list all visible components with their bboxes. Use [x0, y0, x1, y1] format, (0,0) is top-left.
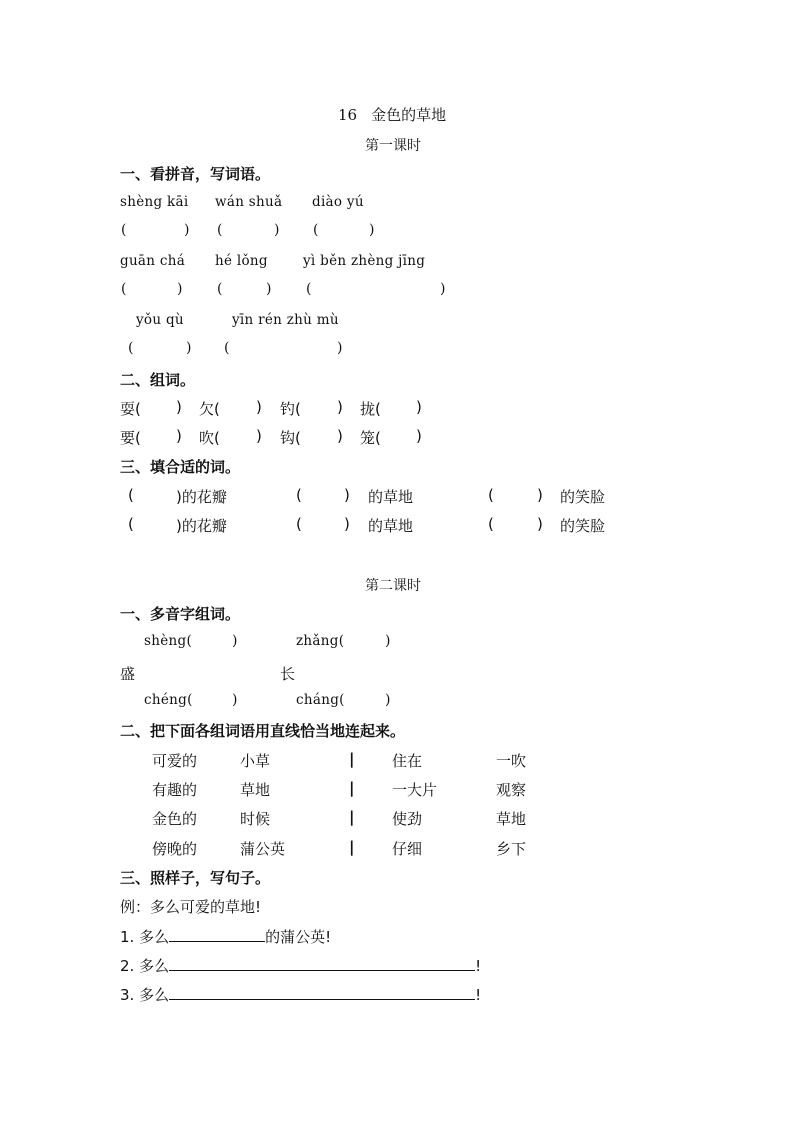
section-heading-pinyin: 一、看拼音，写词语。	[120, 165, 271, 183]
lesson-2-heading: 第二课时	[365, 578, 421, 594]
zuci-blank[interactable]: )	[416, 398, 422, 416]
match-separator: |	[349, 808, 355, 826]
question-suffix: 的蒲公英!	[265, 928, 332, 946]
section-heading-sentence: 三、照样子，写句子。	[120, 869, 271, 887]
fill-item: 的笑脸	[560, 488, 606, 506]
section-heading-duoyinzi: 一、多音字组词。	[120, 605, 241, 623]
sentence-question-3	[120, 984, 481, 1005]
answer-line[interactable]	[169, 956, 475, 971]
fill-blank[interactable]: (	[128, 486, 134, 504]
question-suffix: !	[475, 986, 482, 1004]
fill-blank[interactable]: (	[296, 515, 302, 533]
match-word[interactable]: 草地	[496, 810, 527, 828]
answer-blank[interactable]: )	[232, 633, 238, 649]
answer-blank[interactable]: (	[217, 222, 223, 238]
lesson-title: 金色的草地	[371, 106, 447, 124]
match-word[interactable]: 乡下	[496, 840, 527, 858]
answer-line[interactable]	[169, 927, 265, 942]
fill-blank[interactable]: (	[488, 515, 494, 533]
pinyin-item: diào yú	[312, 194, 364, 210]
pinyin-item: zhǎng(	[296, 633, 345, 649]
polyphone-char: 长	[280, 665, 296, 683]
fill-item: 的笑脸	[560, 517, 606, 535]
answer-blank[interactable]: (	[313, 222, 319, 238]
zuci-item[interactable]: 笼(	[360, 429, 381, 447]
zuci-blank[interactable]: )	[176, 398, 182, 416]
match-word[interactable]: 金色的	[152, 810, 198, 828]
match-word[interactable]: 一吹	[496, 752, 527, 770]
question-suffix: !	[475, 957, 482, 975]
answer-blank[interactable]: (	[224, 340, 230, 356]
pinyin-item: yǒu qù	[136, 312, 184, 328]
fill-item[interactable]: )的花瓣	[176, 517, 227, 535]
answer-blank[interactable]: )	[337, 340, 343, 356]
zuci-item[interactable]: 吹(	[199, 429, 220, 447]
fill-blank[interactable]: (	[296, 486, 302, 504]
pinyin-item: yīn rén zhù mù	[232, 312, 339, 328]
zuci-blank[interactable]: )	[337, 398, 343, 416]
match-word[interactable]: 可爱的	[152, 752, 198, 770]
match-word[interactable]: 傍晚的	[152, 840, 198, 858]
answer-blank[interactable]: )	[385, 633, 391, 649]
pinyin-item: chéng(	[144, 692, 193, 708]
match-separator: |	[349, 750, 355, 768]
fill-blank[interactable]: )	[344, 486, 350, 504]
answer-blank[interactable]: )	[385, 692, 391, 708]
sentence-question-2	[120, 955, 481, 976]
zuci-item[interactable]: 钩(	[280, 429, 301, 447]
answer-blank[interactable]: (	[121, 281, 127, 297]
answer-line[interactable]	[169, 985, 475, 1000]
fill-blank[interactable]: (	[128, 515, 134, 533]
match-word[interactable]: 时候	[240, 810, 271, 828]
polyphone-char: 盛	[120, 665, 136, 683]
answer-blank[interactable]: )	[186, 340, 192, 356]
lesson-number: 16	[338, 106, 358, 124]
answer-blank[interactable]: )	[369, 222, 375, 238]
zuci-blank[interactable]: )	[256, 427, 262, 445]
answer-blank[interactable]: )	[177, 281, 183, 297]
pinyin-item: hé lǒng	[215, 253, 268, 269]
example-sentence: 例：多么可爱的草地!	[120, 898, 262, 916]
fill-item: 的草地	[368, 517, 414, 535]
pinyin-item: shèng kāi	[120, 194, 189, 210]
match-word[interactable]: 仔细	[392, 840, 423, 858]
answer-blank[interactable]: (	[121, 222, 127, 238]
zuci-item[interactable]: 钓(	[280, 400, 301, 418]
match-word[interactable]: 一大片	[392, 781, 438, 799]
section-heading-zuci: 二、组词。	[120, 371, 196, 389]
fill-blank[interactable]: (	[488, 486, 494, 504]
pinyin-item: cháng(	[296, 692, 345, 708]
pinyin-item: yì běn zhèng jīng	[303, 253, 426, 269]
match-word[interactable]: 有趣的	[152, 781, 198, 799]
zuci-item[interactable]: 拢(	[360, 400, 381, 418]
answer-blank[interactable]: )	[266, 281, 272, 297]
zuci-item[interactable]: 欠(	[199, 400, 220, 418]
answer-blank[interactable]: (	[306, 281, 312, 297]
pinyin-item: wán shuǎ	[215, 194, 283, 210]
zuci-blank[interactable]: )	[416, 427, 422, 445]
section-heading-fill: 三、填合适的词。	[120, 458, 241, 476]
page-title	[338, 104, 446, 125]
match-word[interactable]: 草地	[240, 781, 271, 799]
question-prefix: 1. 多么	[120, 928, 170, 946]
answer-blank[interactable]: (	[128, 340, 134, 356]
answer-blank[interactable]: )	[184, 222, 190, 238]
pinyin-item: guān chá	[120, 253, 186, 269]
match-separator: |	[349, 838, 355, 856]
match-word[interactable]: 使劲	[392, 810, 423, 828]
answer-blank[interactable]: (	[217, 281, 223, 297]
zuci-blank[interactable]: )	[176, 427, 182, 445]
zuci-item[interactable]: 要(	[120, 429, 141, 447]
fill-item: 的草地	[368, 488, 414, 506]
zuci-item[interactable]: 耍(	[120, 400, 141, 418]
fill-blank[interactable]: )	[537, 486, 543, 504]
match-word[interactable]: 小草	[240, 752, 271, 770]
fill-blank[interactable]: )	[537, 515, 543, 533]
answer-blank[interactable]: )	[274, 222, 280, 238]
sentence-question-1	[120, 926, 331, 947]
match-word[interactable]: 蒲公英	[240, 840, 286, 858]
fill-item[interactable]: )的花瓣	[176, 488, 227, 506]
zuci-blank[interactable]: )	[256, 398, 262, 416]
match-word[interactable]: 观察	[496, 781, 527, 799]
pinyin-item: shèng(	[144, 633, 193, 649]
match-word[interactable]: 住在	[392, 752, 423, 770]
zuci-blank[interactable]: )	[337, 427, 343, 445]
question-prefix: 3. 多么	[120, 986, 170, 1004]
question-prefix: 2. 多么	[120, 957, 170, 975]
lesson-1-heading: 第一课时	[365, 138, 421, 154]
section-heading-match: 二、把下面各组词语用直线恰当地连起来。	[120, 722, 406, 740]
match-separator: |	[349, 779, 355, 797]
answer-blank[interactable]: )	[440, 281, 446, 297]
answer-blank[interactable]: )	[232, 692, 238, 708]
fill-blank[interactable]: )	[344, 515, 350, 533]
